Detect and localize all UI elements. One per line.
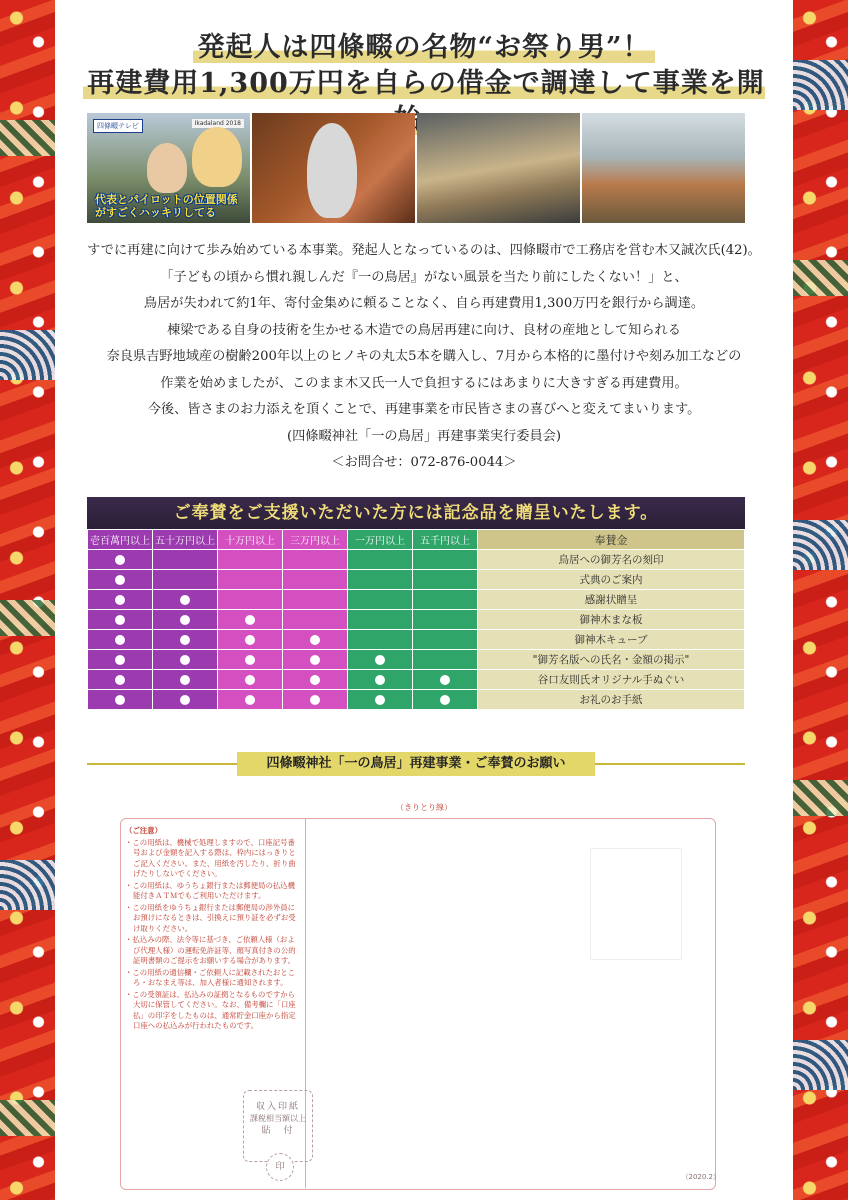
border-pattern [0,1100,55,1136]
gift-name: 鳥居への御芳名の刻印 [478,550,745,570]
tier-cell [88,690,153,710]
headline-line-1: 発起人は四條畷の名物“お祭り男”！ [193,32,654,63]
gift-column-header: 奉賛金 [478,530,745,550]
border-pattern [0,860,55,910]
gift-row [88,670,745,690]
included-mark-icon [310,655,320,665]
article-body [55,238,793,477]
tier-header: 五千円以上 [413,530,478,550]
gift-row [88,630,745,650]
tier-cell [153,630,218,650]
tier-cell [413,550,478,570]
photo-sawmill [417,113,580,223]
note-item: ・ この用紙をゆうちょ銀行または郵便局の渉外員にお預けになるときは、引換えに預り証を必ずお受け取りください。 [125,903,297,935]
included-mark-icon [115,635,125,645]
tier-cell [348,590,413,610]
tier-cell [153,650,218,670]
tv-logo: Ikadaland 2018 [192,119,244,128]
gift-name: 御神木まな板 [478,610,745,630]
gift-table-title: ご奉賛をご支援いただいた方には記念品を贈呈いたします。 [87,497,745,529]
tier-cell [348,570,413,590]
tier-cell [153,690,218,710]
donation-request-banner [87,752,745,776]
included-mark-icon [115,655,125,665]
tier-cell [153,590,218,610]
included-mark-icon [245,655,255,665]
border-pattern [0,330,55,380]
tier-cell [283,590,348,610]
included-mark-icon [180,595,190,605]
gift-name: 谷口友則氏オリジナル手ぬぐい [478,670,745,690]
stamp-line-3: 貼 付 [261,1126,295,1136]
included-mark-icon [440,675,450,685]
cut-line-label: （きりとり線） [396,803,452,812]
gift-row [88,590,745,610]
right-decorative-border [793,0,848,1200]
tier-cell [348,690,413,710]
included-mark-icon [180,655,190,665]
border-pattern [0,120,55,156]
committee-name: (四條畷神社「一の鳥居」再建事業実行委員会) [286,428,562,444]
tier-cell [88,670,153,690]
tier-cell [88,650,153,670]
border-pattern [793,260,848,296]
stamp-line-1: 収入印紙 [255,1102,300,1112]
tier-cell [88,610,153,630]
tier-cell [283,570,348,590]
note-item: ・ この用紙は、ゆうちょ銀行または郵便局の払込機能付きＡＴＭでもご利用いただけます。 [125,881,297,902]
seal-circle: 印 [266,1153,294,1181]
person-figure [192,127,242,187]
tier-cell [283,670,348,690]
border-pattern [793,780,848,816]
tier-cell [348,610,413,630]
gift-name: お礼のお手紙 [478,690,745,710]
included-mark-icon [115,675,125,685]
payment-slip [120,818,720,1188]
tier-cell [413,610,478,630]
included-mark-icon [180,635,190,645]
tier-cell [153,610,218,630]
tier-cell [218,590,283,610]
stamp-line-2: 課税相当額以上 [250,1114,306,1123]
tier-cell [153,550,218,570]
tier-cell [218,650,283,670]
notes-list [125,838,297,1032]
body-paragraph: 棟梁である自身の技術を生かせる木造での鳥居再建に向け、良材の産地として知られる [167,322,681,338]
body-paragraph: 「子どもの頃から慣れ親しんだ『一の鳥居』がない風景を当たり前にしたくない！」と、 [160,269,688,285]
tier-cell [413,690,478,710]
gift-row [88,610,745,630]
body-paragraph: 作業を始めましたが、このまま木又氏一人で負担するにはあまりに大きすぎる再建費用。 [160,375,688,391]
tier-header: 三万円以上 [283,530,348,550]
gift-row [88,690,745,710]
included-mark-icon [245,635,255,645]
tier-cell [413,650,478,670]
tier-cell [218,670,283,690]
included-mark-icon [245,615,255,625]
border-pattern [793,520,848,570]
tier-cell [88,630,153,650]
note-item: ・ 払込みの際、法令等に基づき、ご依頼人様（および代理人様）の運転免許証等、顔写真付きの公的証明書類のご提示をお願いする場合があります。 [125,935,297,967]
included-mark-icon [115,575,125,585]
note-item: ・ この受領証は、払込みの証拠となるものですから大切に保管してください。なお、備考欄に「口座払」の印字をしたものは、通常貯金口座から指定口座への払込みが行われたものです。 [125,990,297,1032]
included-mark-icon [115,695,125,705]
tier-cell [218,690,283,710]
included-mark-icon [115,555,125,565]
tier-cell [283,630,348,650]
tier-cell [153,670,218,690]
note-item: ・ この用紙は、機械で処理しますので、口座記号番号および金額を記入する際は、枠内にはっきりとご記入ください。また、用紙を汚したり、折り曲げたりしないでください。 [125,838,297,880]
tier-cell [88,590,153,610]
included-mark-icon [310,675,320,685]
left-decorative-border [0,0,55,1200]
body-paragraph: 鳥居が失われて約1年、寄付金集めに頼ることなく、自ら再建費用1,300万円を銀行から調達。 [143,296,705,311]
tier-cell [218,610,283,630]
border-pattern [793,1040,848,1090]
contact-phone: ＜お問合せ：072-876-0044＞ [331,455,517,470]
tier-cell [283,550,348,570]
body-paragraph: 奈良県吉野地域産の樹齢200年以上のヒノキの丸太5本を購入し、7月から本格的に墨付けや刻み加工などの [106,349,742,364]
included-mark-icon [245,695,255,705]
tier-cell [413,570,478,590]
gift-table-section [87,497,745,710]
border-pattern [0,600,55,636]
tier-header: 一万円以上 [348,530,413,550]
gift-table-header-row [88,530,745,550]
border-pattern [793,60,848,110]
tier-cell [218,630,283,650]
included-mark-icon [180,695,190,705]
notes-title: （ご注意） [125,826,162,835]
person-figure [147,143,187,193]
tier-cell [218,550,283,570]
gift-row [88,570,745,590]
included-mark-icon [375,695,385,705]
note-item: ・ この用紙の通信欄・ご依頼人に記載されたおところ・おなまえ等は、加入者様に通知されます。 [125,968,297,989]
tier-cell [348,550,413,570]
included-mark-icon [115,595,125,605]
tier-cell [88,550,153,570]
tv-badge: 四條畷テレビ [93,119,143,133]
faint-form-field [590,848,682,960]
gift-name: 御神木キューブ [478,630,745,650]
tier-cell [283,650,348,670]
donation-request-title: 四條畷神社「一の鳥居」再建事業・ご奉賛のお願い [237,752,595,776]
tier-cell [413,630,478,650]
included-mark-icon [375,655,385,665]
included-mark-icon [180,675,190,685]
gift-row [88,550,745,570]
tier-cell [348,630,413,650]
tier-header: 十万円以上 [218,530,283,550]
page-content [55,0,793,1200]
tier-cell [348,670,413,690]
headline-line-2: 再建費用1,300万円を自らの借金で調達して事業を開 [83,68,765,135]
gift-name: 式典のご案内 [478,570,745,590]
tier-cell [413,590,478,610]
footer-date: （2020.2） [681,1173,720,1181]
tier-cell [283,610,348,630]
revenue-stamp-box [243,1090,313,1172]
gift-name: 感謝状贈呈 [478,590,745,610]
included-mark-icon [245,675,255,685]
photo-strip [87,113,745,223]
tier-cell [413,670,478,690]
tier-header: 五十万円以上 [153,530,218,550]
tier-cell [153,570,218,590]
tier-cell [348,650,413,670]
person-figure [307,123,357,218]
gift-name: "御芳名版への氏名・金額の掲示" [478,650,745,670]
body-paragraph: すでに再建に向けて歩み始めている本事業。発起人となっているのは、四條畷市で工務店を営む木又誠次氏(42)。 [87,243,761,258]
photo-logs [582,113,745,223]
tier-header: 壱百萬円以上 [88,530,153,550]
photo-tv-interview [87,113,250,223]
photo-carpenter [252,113,415,223]
tier-cell [283,690,348,710]
tv-caption: 代表とパイロットの位置関係がすごくハッキリしてる [95,193,238,219]
body-paragraph: 今後、皆さまのお力添えを頂くことで、再建事業を市民皆さまの喜びへと変えてまいります。 [147,402,701,417]
included-mark-icon [310,695,320,705]
included-mark-icon [115,615,125,625]
included-mark-icon [440,695,450,705]
tier-cell [218,570,283,590]
tier-cell [88,570,153,590]
gift-row [88,650,745,670]
gift-table [87,529,745,710]
included-mark-icon [180,615,190,625]
notes-section [125,826,297,1033]
included-mark-icon [375,675,385,685]
included-mark-icon [310,635,320,645]
